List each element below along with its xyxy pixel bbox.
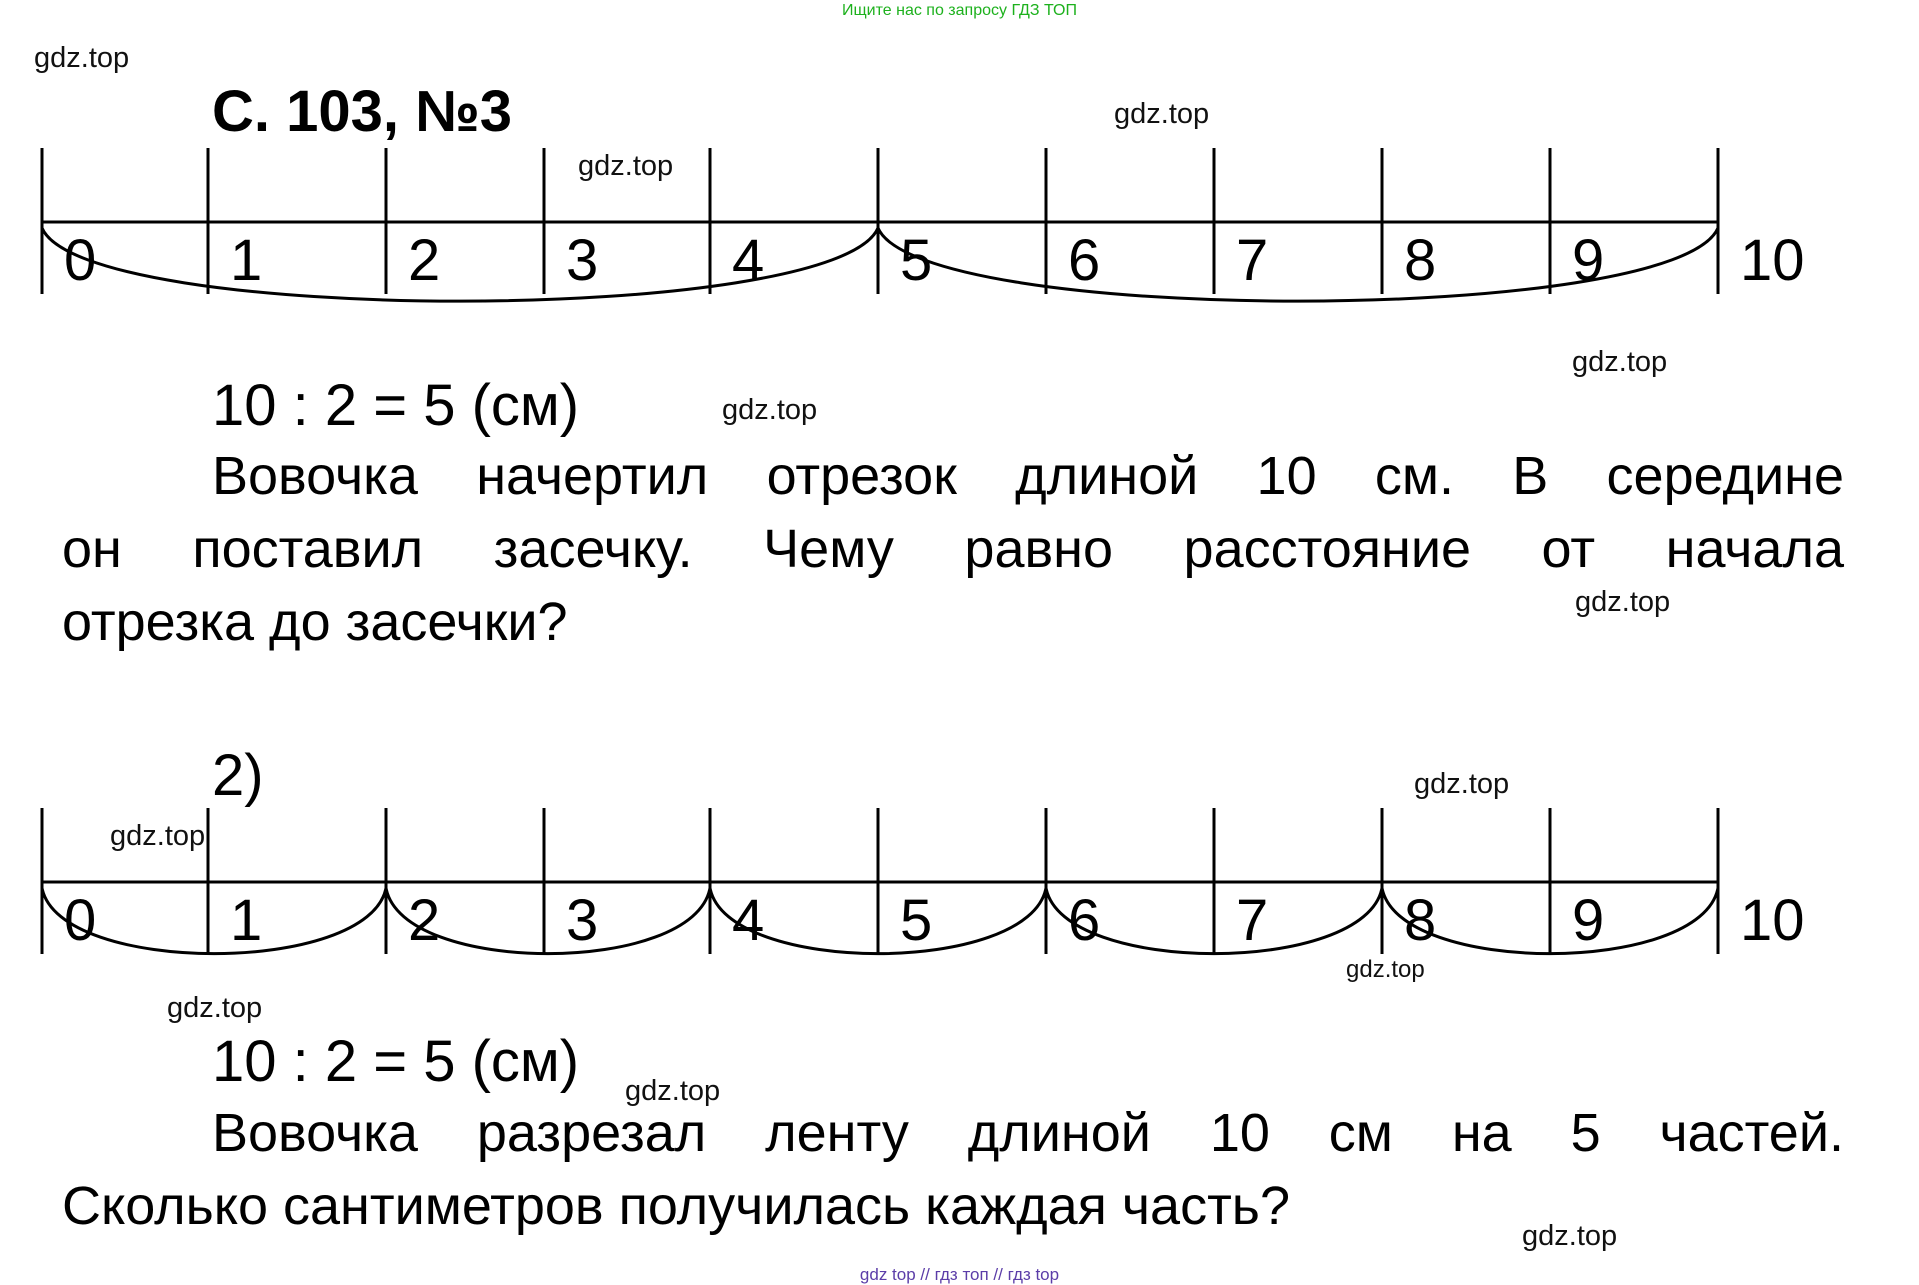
watermark: gdz.top xyxy=(110,820,206,852)
problem-text-2 xyxy=(62,1097,1844,1243)
ruler-label: 4 xyxy=(732,228,765,293)
watermark: gdz.top xyxy=(1572,346,1668,378)
ruler-diagram-1 xyxy=(0,140,1919,340)
top-banner: Ищите нас по запросу ГДЗ ТОП xyxy=(842,2,1077,19)
ruler-label: 3 xyxy=(566,888,599,953)
problem-line: Сколько сантиметров получилась каждая часть? xyxy=(62,1176,1290,1236)
problem-line: он поставил засечку. Чему равно расстояние от начала xyxy=(62,519,1844,579)
watermark: gdz.top xyxy=(578,150,674,182)
ruler-label: 10 xyxy=(1740,228,1805,293)
ruler-label: 6 xyxy=(1068,228,1101,293)
ruler-label: 10 xyxy=(1740,888,1805,953)
ruler-label: 5 xyxy=(900,888,933,953)
ruler-label: 8 xyxy=(1404,888,1437,953)
watermark: gdz.top xyxy=(625,1075,721,1107)
ruler-label: 2 xyxy=(408,228,441,293)
problem-text-1 xyxy=(62,440,1844,659)
watermark: gdz.top xyxy=(34,42,130,74)
watermark: gdz.top xyxy=(1114,98,1210,130)
page-title: С. 103, №3 xyxy=(212,79,513,144)
equation-1: 10 : 2 = 5 (см) xyxy=(212,373,580,438)
watermark: gdz.top xyxy=(722,394,818,426)
problem-line: отрезка до засечки? xyxy=(62,592,568,652)
watermark: gdz.top xyxy=(1575,586,1671,618)
equation-2: 10 : 2 = 5 (см) xyxy=(212,1029,580,1094)
watermark: gdz.top xyxy=(1522,1220,1618,1252)
ruler-label: 9 xyxy=(1572,888,1605,953)
ruler-diagram-2 xyxy=(0,800,1919,1000)
subtask-label: 2) xyxy=(212,743,264,808)
watermark: gdz.top xyxy=(1346,956,1425,983)
footer-text: gdz top // гдз топ // гдз top xyxy=(859,1265,1060,1284)
problem-line: Вовочка начертил отрезок длиной 10 см. В середине xyxy=(212,446,1844,506)
ruler-label: 1 xyxy=(230,228,263,293)
ruler-label: 1 xyxy=(230,888,263,953)
ruler-label: 4 xyxy=(732,888,765,953)
ruler-label: 8 xyxy=(1404,228,1437,293)
ruler-label: 7 xyxy=(1236,228,1269,293)
ruler-label: 6 xyxy=(1068,888,1101,953)
ruler-label: 0 xyxy=(64,888,97,953)
problem-line: Вовочка разрезал ленту длиной 10 см на 5 частей. xyxy=(212,1103,1844,1163)
ruler-label: 5 xyxy=(900,228,933,293)
ruler-label: 9 xyxy=(1572,228,1605,293)
watermark: gdz.top xyxy=(167,992,263,1024)
ruler-label: 2 xyxy=(408,888,441,953)
ruler-label: 7 xyxy=(1236,888,1269,953)
ruler-label: 3 xyxy=(566,228,599,293)
watermark: gdz.top xyxy=(1414,768,1510,800)
ruler-label: 0 xyxy=(64,228,97,293)
